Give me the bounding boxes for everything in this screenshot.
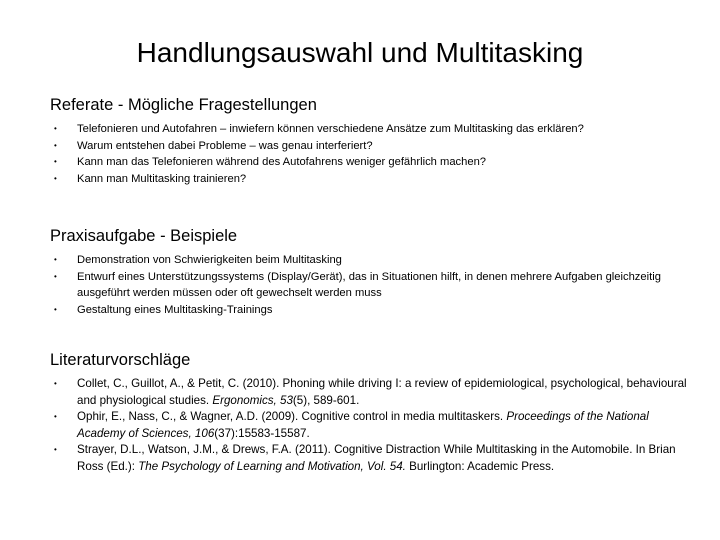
reference-text: Collet, C., Guillot, A., & Petit, C. (2010). Phoning while driving I: a review of epidemiological, psychological, behavioural and physiological studies. — [77, 377, 687, 407]
list-item-text: Telefonieren und Autofahren – inwiefern können verschiedene Ansätze zum Multitasking das erklären? — [77, 123, 584, 135]
reference-text: Strayer, D.L., Watson, J.M., & Drews, F.A. (2011). Cognitive Distraction While Multitasking in the Automobile. In Brian Ross (Ed.): — [77, 443, 676, 473]
list-item-text: Demonstration von Schwierigkeiten beim Multitasking — [77, 254, 342, 266]
bullet-icon: • — [54, 304, 57, 314]
bullet-icon: • — [54, 140, 57, 150]
list-item — [50, 171, 690, 188]
reference-text: Ophir, E., Nass, C., & Wagner, A.D. (2009). Cognitive control in media multitaskers. — [77, 410, 507, 423]
list-item-text: Gestaltung eines Multitasking-Trainings — [77, 303, 273, 316]
list-item-text: Kann man das Telefonieren während des Autofahrens weniger gefährlich machen? — [77, 156, 487, 168]
bullet-icon: • — [54, 271, 57, 281]
reference-journal: Ergonomics, 53 — [212, 393, 293, 407]
praxis-list — [50, 252, 690, 318]
section-heading-praxis: Praxisaufgabe - Beispiele — [50, 227, 238, 245]
list-item — [50, 138, 690, 155]
reference-issue: (37):15583-15587. — [214, 426, 310, 440]
list-item — [50, 121, 690, 138]
list-item — [50, 302, 690, 319]
list-item — [50, 269, 690, 302]
bullet-icon: • — [54, 124, 57, 133]
bullet-icon: • — [54, 255, 57, 264]
section-heading-literatur: Literaturvorschläge — [50, 351, 191, 369]
reference-item — [50, 376, 690, 409]
reference-issue: (5), 589-601. — [292, 393, 360, 407]
referate-list — [50, 121, 690, 187]
bullet-icon: • — [54, 173, 57, 183]
list-item-text: Kann man Multitasking trainieren? — [77, 172, 247, 185]
bullet-icon: • — [54, 379, 57, 388]
list-item — [50, 252, 690, 269]
list-item — [50, 154, 690, 171]
list-item-text: Warum entstehen dabei Probleme – was genau interferiert? — [77, 139, 373, 152]
reference-item — [50, 409, 690, 442]
reference-journal: The Psychology of Learning and Motivation, Vol. 54. — [138, 459, 406, 473]
bullet-icon: • — [54, 412, 57, 421]
section-heading-referate: Referate - Mögliche Fragestellungen — [50, 96, 317, 114]
list-item-text: Entwurf eines Unterstützungssystems (Display/Gerät), das in Situationen hilft, in denen mehrere Aufgaben gleichzeitig ausgeführt werden müssen oder oft gewechselt werden muss — [77, 270, 661, 299]
reference-issue: Burlington: Academic Press. — [405, 459, 555, 473]
literatur-list — [50, 376, 690, 475]
bullet-icon: • — [54, 157, 57, 166]
reference-journal: Proceedings of the National Academy of Sciences, 106 — [77, 410, 649, 440]
bullet-icon: • — [54, 445, 57, 454]
reference-item — [50, 442, 690, 475]
slide-title: Handlungsauswahl und Multitasking — [136, 37, 584, 68]
